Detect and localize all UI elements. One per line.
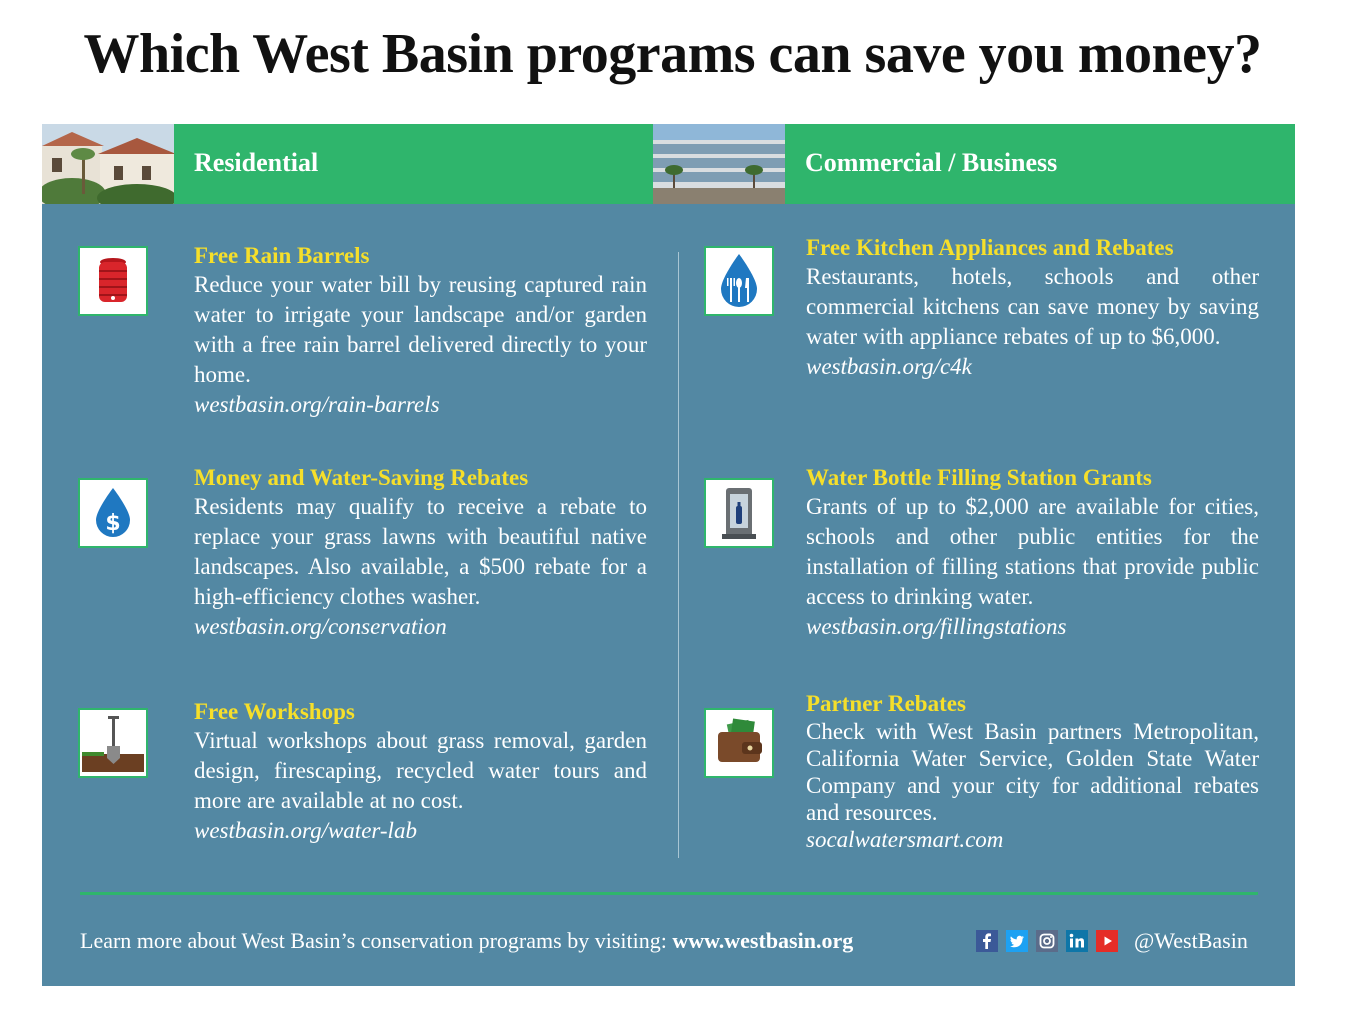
footer-url[interactable]: www.westbasin.org <box>672 928 854 953</box>
program-description: Grants of up to $2,000 are available for cities, schools and other public entities for the installation of filling stations that provide public access to drinking water. <box>806 494 1259 609</box>
facebook-icon[interactable] <box>976 930 998 952</box>
program-link[interactable]: westbasin.org/conservation <box>194 614 447 639</box>
program-partner-rebates <box>806 690 1259 853</box>
program-link[interactable]: westbasin.org/water-lab <box>194 818 417 843</box>
program-description: Check with West Basin partners Metropolitan, California Water Service, Golden State Water Company and your city for additional rebates and resources. <box>806 719 1259 825</box>
program-free-workshops <box>194 698 647 846</box>
svg-text:$: $ <box>105 511 121 536</box>
program-title: Free Workshops <box>194 699 355 724</box>
commercial-header <box>653 124 1295 204</box>
utensils-drop-icon <box>704 246 774 316</box>
program-title: Money and Water-Saving Rebates <box>194 465 529 490</box>
program-water-bottle-filling-grants <box>806 464 1259 642</box>
commercial-photo <box>653 124 785 204</box>
programs-card <box>42 124 1295 986</box>
shovel-icon <box>78 708 148 778</box>
instagram-icon[interactable] <box>1036 930 1058 952</box>
residential-header <box>42 124 653 204</box>
program-description: Residents may qualify to receive a rebate to replace your grass lawns with beautiful native landscapes. Also available, a $500 rebate for a high-efficiency clothes washer. <box>194 494 647 609</box>
social-handle[interactable]: @WestBasin <box>1134 928 1248 953</box>
page-title: Which West Basin programs can save you money? <box>83 23 1262 85</box>
dollar-drop-icon <box>78 478 148 548</box>
residential-photo <box>42 124 174 204</box>
filling-station-icon <box>704 478 774 548</box>
twitter-icon[interactable] <box>1006 930 1028 952</box>
program-title: Partner Rebates <box>806 691 966 716</box>
column-divider <box>678 252 679 858</box>
program-description: Restaurants, hotels, schools and other commercial kitchens can save money by saving water with appliance rebates of up to $6,000. <box>806 264 1259 349</box>
footer-message: Learn more about West Basin’s conservation programs by visiting: <box>80 928 673 953</box>
footer-divider <box>80 892 1258 895</box>
program-title: Free Kitchen Appliances and Rebates <box>806 235 1174 260</box>
rain-barrel-icon <box>78 246 148 316</box>
program-free-rain-barrels <box>194 242 647 420</box>
youtube-icon[interactable] <box>1096 930 1118 952</box>
program-link[interactable]: westbasin.org/rain-barrels <box>194 392 440 417</box>
linkedin-icon[interactable] <box>1066 930 1088 952</box>
program-link[interactable]: socalwatersmart.com <box>806 827 1004 852</box>
program-link[interactable]: westbasin.org/fillingstations <box>806 614 1067 639</box>
program-free-kitchen-appliances <box>806 234 1259 382</box>
commercial-label: Commercial / Business <box>805 148 1058 177</box>
program-description: Reduce your water bill by reusing captured rain water to irrigate your landscape and/or garden with a free rain barrel delivered directly to your home. <box>194 272 647 387</box>
program-description: Virtual workshops about grass removal, garden design, firescaping, recycled water tours and more are available at no cost. <box>194 728 647 813</box>
residential-label: Residential <box>194 148 319 177</box>
program-title: Water Bottle Filling Station Grants <box>806 465 1152 490</box>
program-link[interactable]: westbasin.org/c4k <box>806 354 972 379</box>
wallet-icon <box>704 708 774 778</box>
program-money-water-saving-rebates <box>194 464 647 642</box>
program-title: Free Rain Barrels <box>194 243 370 268</box>
footer-text <box>80 928 853 954</box>
